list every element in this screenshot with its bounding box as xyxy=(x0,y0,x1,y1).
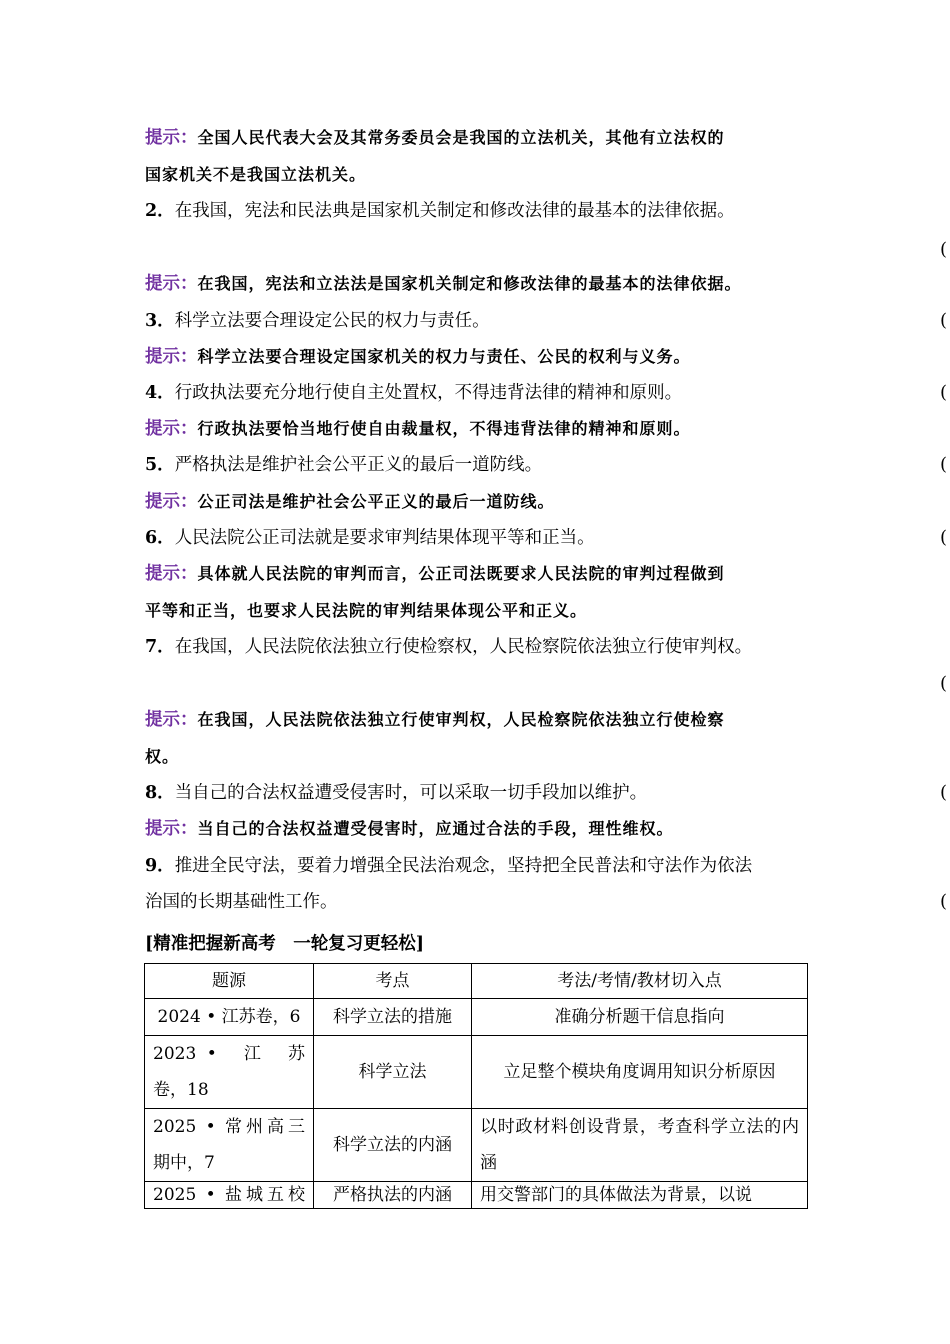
answer-paren: ( xyxy=(940,891,948,912)
hint-text: 在我国，人民法院依法独立行使审判权，人民检察院依法独立行使检察 xyxy=(197,710,725,729)
hint-line xyxy=(145,127,725,149)
question-text: 严格执法是维护社会公平正义的最后一道防线。 xyxy=(174,455,543,475)
cell-point: 科学立法的内涵 xyxy=(314,1109,472,1182)
hint-text: 在我国，宪法和立法法是国家机关制定和修改法律的最基本的法律依据。 xyxy=(197,274,742,293)
hint-line xyxy=(145,746,179,768)
question-number: 5． xyxy=(145,455,175,475)
hint-line xyxy=(145,709,725,731)
question-number: 2． xyxy=(145,201,175,221)
hint-label: 提示： xyxy=(145,492,198,512)
table-header-row xyxy=(145,964,808,999)
question-9 xyxy=(145,855,752,877)
hint-text: 全国人民代表大会及其常务委员会是我国的立法机关，其他有立法权的 xyxy=(197,128,725,147)
header-source: 题源 xyxy=(145,964,314,999)
hint-text: 当自己的合法权益遭受侵害时，应通过合法的手段，理性维权。 xyxy=(197,819,674,838)
question-3 xyxy=(145,310,490,332)
question-8 xyxy=(145,782,647,804)
header-angle: 考法/考情/教材切入点 xyxy=(472,964,808,999)
cell-angle: 立足整个模块角度调用知识分析原因 xyxy=(472,1036,808,1109)
hint-text: 国家机关不是我国立法机关。 xyxy=(145,165,367,184)
hint-text: 平等和正当，也要求人民法院的审判结果体现公平和正义。 xyxy=(145,601,588,620)
question-text: 在我国，宪法和民法典是国家机关制定和修改法律的最基本的法律依据。 xyxy=(174,201,735,221)
answer-paren: ( xyxy=(940,527,948,548)
exam-source-table xyxy=(144,963,808,1209)
question-text: 科学立法要合理设定公民的权力与责任。 xyxy=(174,311,490,331)
header-point: 考点 xyxy=(314,964,472,999)
hint-line xyxy=(145,164,366,186)
table-row xyxy=(145,1036,808,1109)
hint-line xyxy=(145,600,587,622)
question-2 xyxy=(145,200,735,222)
hint-label: 提示： xyxy=(145,274,198,294)
answer-paren: ( xyxy=(940,239,948,260)
hint-text: 行政执法要恰当地行使自由裁量权，不得违背法律的精神和原则。 xyxy=(197,419,691,438)
cell-source: 2025 • 常州高三 期中，7 xyxy=(145,1109,314,1182)
hint-text: 公正司法是维护社会公平正义的最后一道防线。 xyxy=(197,492,555,511)
cell-source: 2025 • 盐城五校 xyxy=(145,1182,314,1209)
answer-paren: ( xyxy=(940,673,948,694)
hint-text: 具体就人民法院的审判而言，公正司法既要求人民法院的审判过程做到 xyxy=(197,564,725,583)
question-text: 推进全民守法，要着力增强全民法治观念，坚持把全民普法和守法作为依法 xyxy=(174,856,753,876)
question-text: 治国的长期基础性工作。 xyxy=(145,892,338,912)
hint-label: 提示： xyxy=(145,128,198,148)
hint-line xyxy=(145,818,674,840)
question-5 xyxy=(145,454,542,476)
question-4 xyxy=(145,382,682,404)
cell-point: 严格执法的内涵 xyxy=(314,1182,472,1209)
table-row xyxy=(145,999,808,1036)
table-row xyxy=(145,1109,808,1182)
section-title: [精准把握新高考 一轮复习更轻松] xyxy=(145,934,425,954)
cell-source: 2024 • 江苏卷，6 xyxy=(145,999,314,1036)
hint-label: 提示： xyxy=(145,710,198,730)
question-number: 3． xyxy=(145,311,175,331)
table-row xyxy=(145,1182,808,1209)
hint-line xyxy=(145,273,742,295)
question-number: 6． xyxy=(145,528,175,548)
hint-label: 提示： xyxy=(145,347,198,367)
hint-label: 提示： xyxy=(145,419,198,439)
cell-source: 2023 • 江 苏 卷，18 xyxy=(145,1036,314,1109)
answer-paren: ( xyxy=(940,310,948,331)
hint-text: 科学立法要合理设定国家机关的权力与责任、公民的权利与义务。 xyxy=(197,347,691,366)
question-6 xyxy=(145,527,595,549)
cell-point: 科学立法 xyxy=(314,1036,472,1109)
question-7 xyxy=(145,636,752,658)
question-text: 在我国，人民法院依法独立行使检察权，人民检察院依法独立行使审判权。 xyxy=(174,637,753,657)
cell-angle: 以时政材料创设背景，考查科学立法的内涵 xyxy=(472,1109,808,1182)
question-text: 当自己的合法权益遭受侵害时，可以采取一切手段加以维护。 xyxy=(174,783,648,803)
hint-line xyxy=(145,491,555,513)
answer-paren: ( xyxy=(940,454,948,475)
cell-angle: 用交警部门的具体做法为背景，以说 xyxy=(472,1182,808,1209)
question-number: 9． xyxy=(145,856,175,876)
question-text: 行政执法要充分地行使自主处置权，不得违背法律的精神和原则。 xyxy=(174,383,683,403)
cell-angle: 准确分析题干信息指向 xyxy=(472,999,808,1036)
hint-label: 提示： xyxy=(145,819,198,839)
question-text: 人民法院公正司法就是要求审判结果体现平等和正当。 xyxy=(174,528,595,548)
question-number: 8． xyxy=(145,783,175,803)
question-9-cont xyxy=(145,891,338,913)
answer-paren: ( xyxy=(940,782,948,803)
hint-line xyxy=(145,418,691,440)
question-number: 4． xyxy=(145,383,175,403)
question-number: 7． xyxy=(145,637,175,657)
cell-point: 科学立法的措施 xyxy=(314,999,472,1036)
hint-label: 提示： xyxy=(145,564,198,584)
hint-line xyxy=(145,563,725,585)
answer-paren: ( xyxy=(940,382,948,403)
hint-text: 权。 xyxy=(145,747,180,766)
hint-line xyxy=(145,346,691,368)
